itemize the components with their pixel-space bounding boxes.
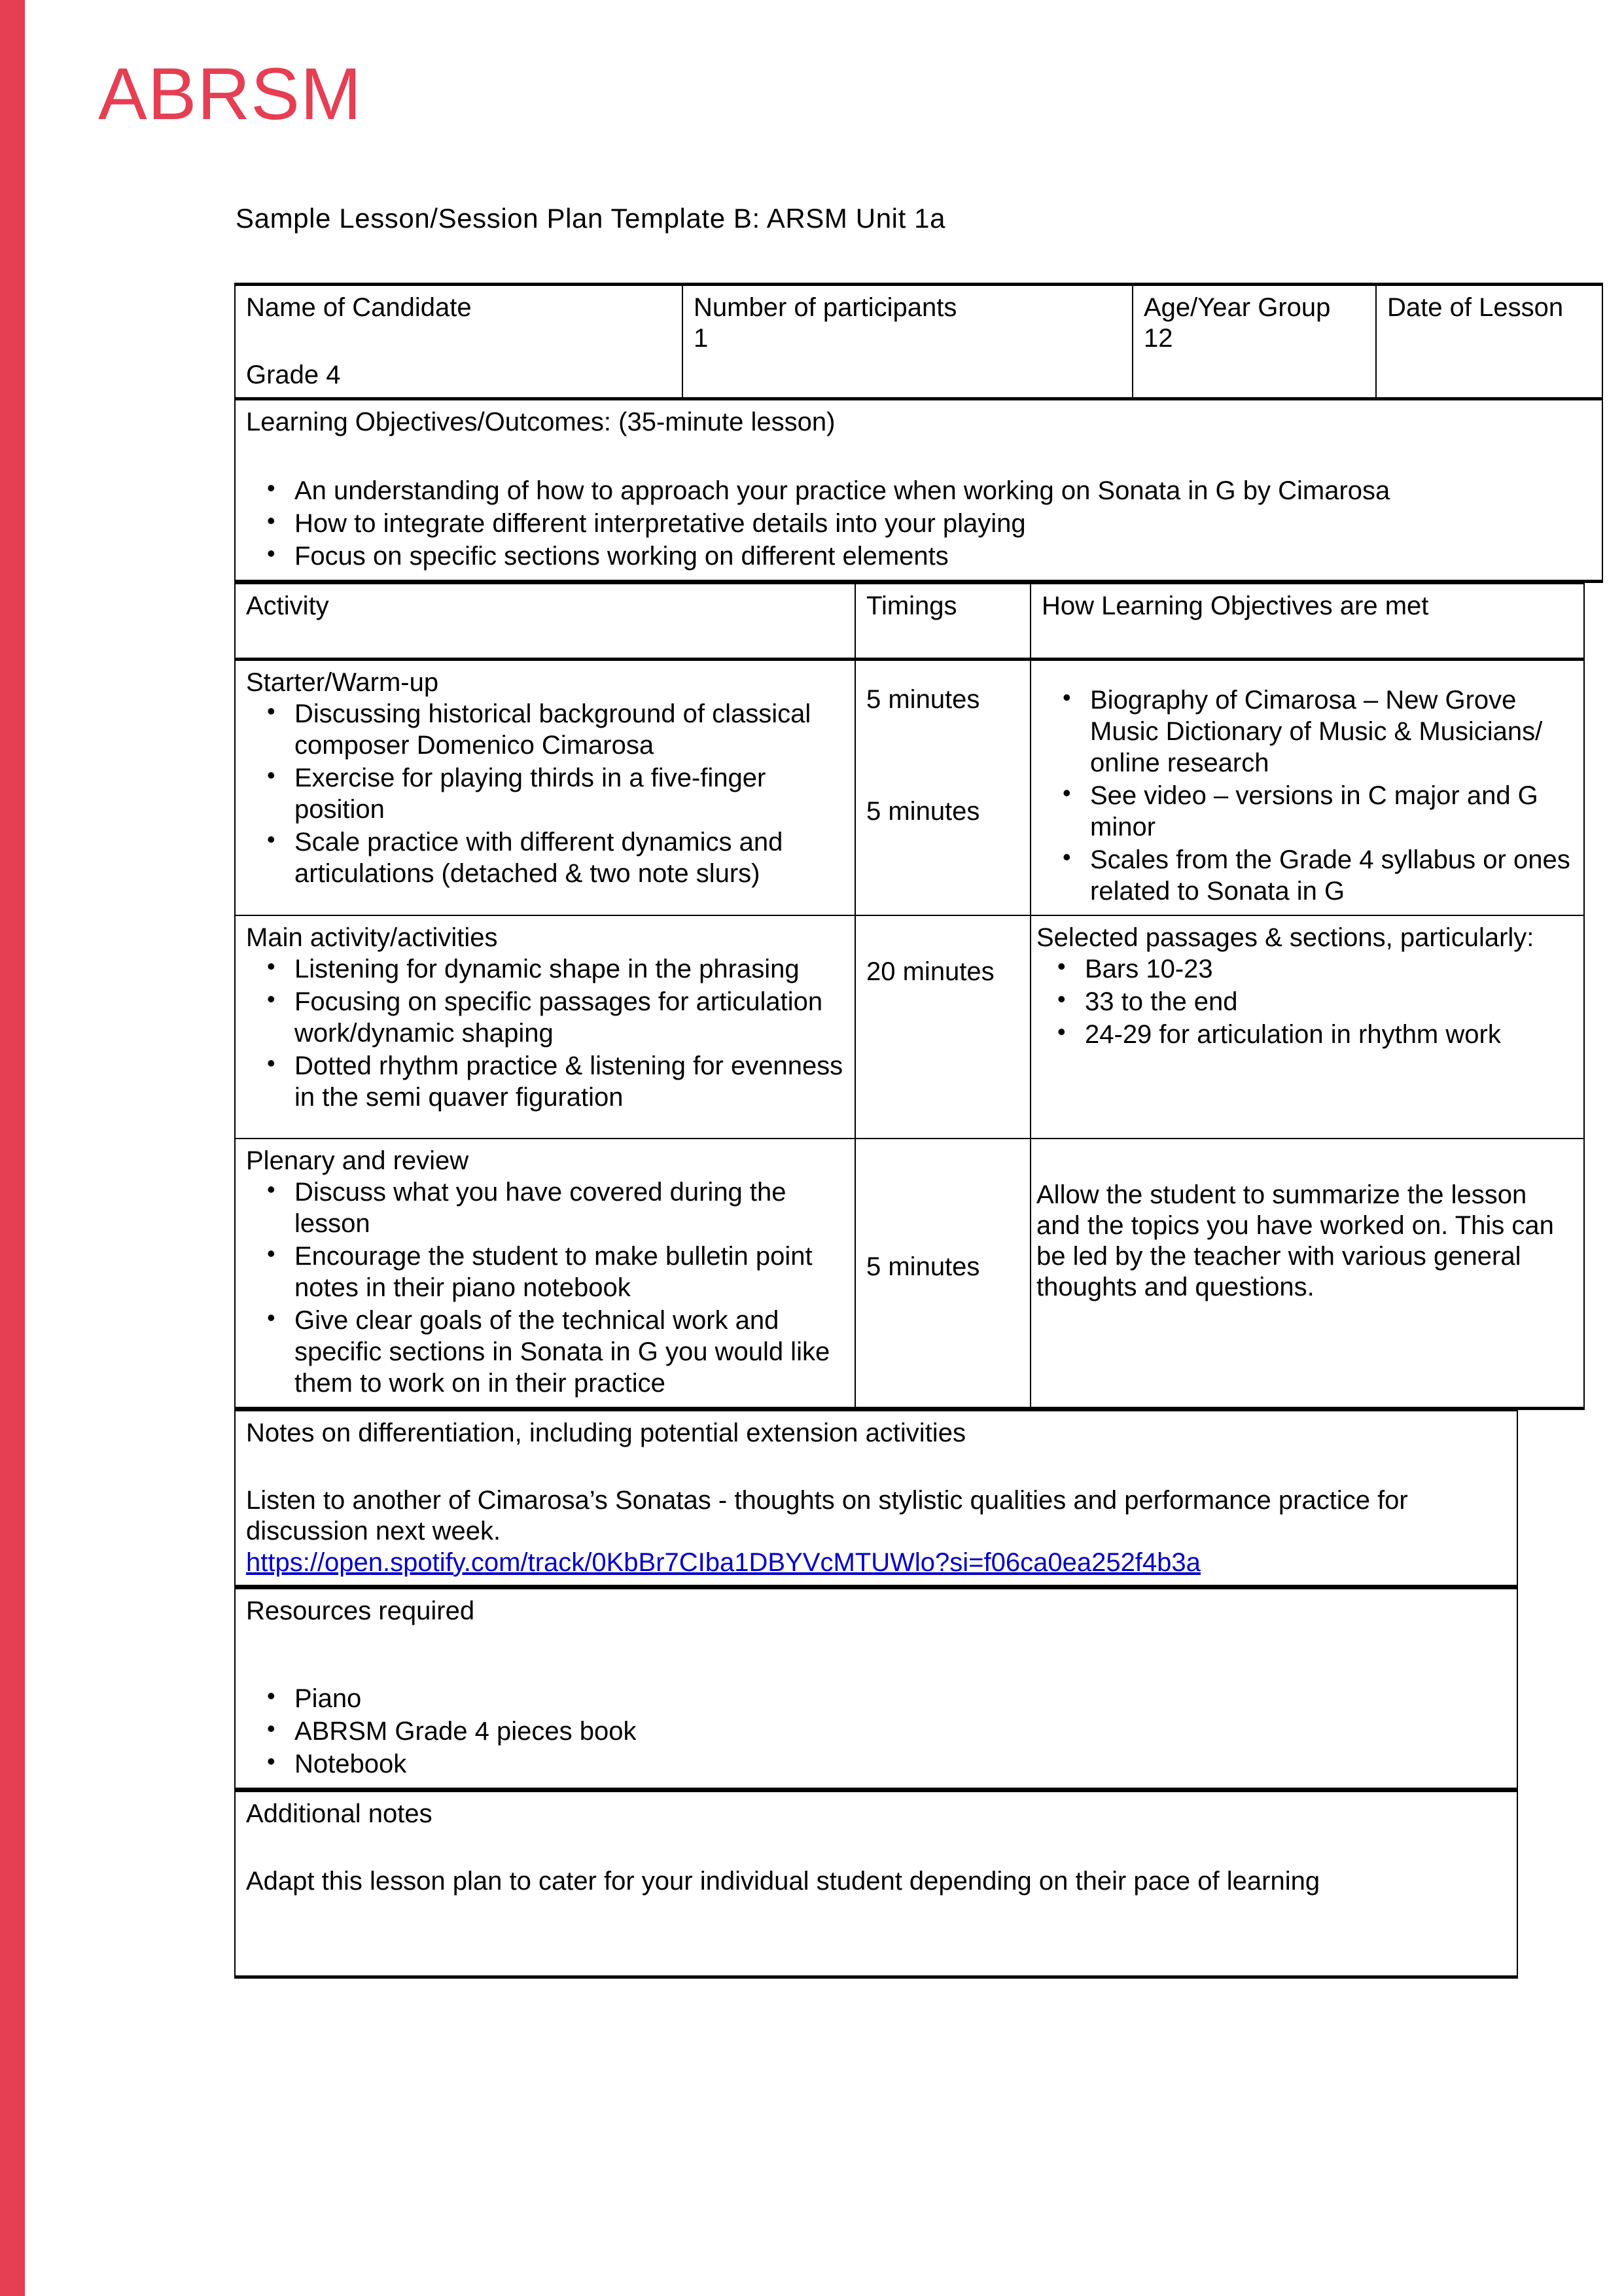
list-item: • Focusing on specific passages for articulation work/dynamic shaping (294, 986, 845, 1049)
table-row (235, 1411, 1517, 1586)
date-label: Date of Lesson (1387, 293, 1564, 322)
cell-additional-notes (235, 1792, 1517, 1977)
resources-heading: Resources required (246, 1596, 475, 1625)
activity-table (234, 583, 1585, 1410)
additional-notes-heading: Additional notes (246, 1799, 432, 1828)
table-row (235, 1589, 1517, 1790)
list-item: • Discussing historical background of classical composer Domenico Cimarosa (294, 698, 845, 761)
starter-objectives-list (1042, 684, 1574, 907)
spacer (866, 923, 1021, 957)
list-item: • Discuss what you have covered during the lesson (294, 1176, 845, 1239)
list-item: • Notebook (294, 1748, 1508, 1780)
cell-main-objectives (1031, 915, 1584, 1139)
candidate-info-table (234, 283, 1603, 583)
list-item: • Encourage the student to make bulletin point notes in their piano notebook (294, 1241, 845, 1303)
cell-participants (682, 285, 1133, 399)
spacer (866, 667, 1021, 684)
list-item: • How to integrate different interpretative details into your playing (294, 508, 1593, 539)
header-activity: Activity (235, 584, 855, 660)
table-row (235, 915, 1584, 1139)
plenary-activity-list (246, 1176, 845, 1399)
lesson-plan-sheet (234, 283, 1570, 1979)
starter-heading: Starter/Warm-up (246, 667, 439, 697)
cell-main-timings (855, 915, 1031, 1139)
abrsm-logo: ABRSM (98, 53, 362, 135)
list-item: • See video – versions in C major and G minor (1090, 780, 1574, 843)
spacer (1036, 1146, 1574, 1180)
list-item: • Exercise for playing thirds in a five-finger position (294, 762, 845, 825)
plenary-heading: Plenary and review (246, 1146, 469, 1175)
table-row (235, 659, 1584, 915)
header-objectives: How Learning Objectives are met (1031, 584, 1584, 660)
table-row (235, 1792, 1517, 1977)
table-row (235, 399, 1602, 581)
main-timing: 20 minutes (866, 957, 995, 986)
candidate-label: Name of Candidate (246, 293, 472, 322)
additional-notes-table (234, 1791, 1518, 1979)
spacer (866, 715, 1021, 796)
page-title: Sample Lesson/Session Plan Template B: ARSM Unit 1a (236, 203, 946, 234)
plenary-objectives-text: Allow the student to summarize the lesson and the topics you have worked on. This can be led by the teacher with various general thoughts and questions. (1036, 1180, 1554, 1302)
participants-value: 1 (694, 324, 709, 353)
spacer (246, 1114, 845, 1131)
main-activity-list (246, 953, 845, 1113)
cell-plenary-timings (855, 1139, 1031, 1409)
cell-candidate (235, 285, 682, 399)
learning-objectives-list (246, 475, 1593, 572)
learning-objectives-heading: Learning Objectives/Outcomes: (35-minute lesson) (246, 408, 836, 437)
cell-starter-objectives (1031, 659, 1584, 915)
cell-date (1376, 285, 1602, 399)
starter-activity-list (246, 698, 845, 889)
cell-starter-activity (235, 659, 855, 915)
cell-plenary-objectives (1031, 1139, 1584, 1409)
cell-starter-timings (855, 659, 1031, 915)
resources-table (234, 1588, 1518, 1791)
cell-main-activity (235, 915, 855, 1139)
list-item: • Scale practice with different dynamics and articulations (detached & two note slurs) (294, 826, 845, 889)
plenary-timing: 5 minutes (866, 1252, 980, 1281)
cell-age-group (1133, 285, 1376, 399)
header-timings: Timings (855, 584, 1031, 660)
list-item: • Piano (294, 1683, 1508, 1714)
list-item: • Listening for dynamic shape in the phrasing (294, 953, 845, 985)
list-item: • Bars 10-23 (1085, 953, 1574, 985)
spacer (246, 438, 1593, 475)
starter-timing-2: 5 minutes (866, 796, 980, 826)
spotify-track-link[interactable]: https://open.spotify.com/track/0KbBr7CIba1DBYVcMTUWlo?si=f06ca0ea252f4b3a (246, 1547, 1201, 1577)
spacer (246, 1449, 1508, 1485)
list-item: • ABRSM Grade 4 pieces book (294, 1716, 1508, 1747)
table-header-row (235, 584, 1584, 660)
participants-label: Number of participants (694, 293, 957, 322)
list-item: • 33 to the end (1085, 986, 1574, 1017)
candidate-value: Grade 4 (246, 361, 341, 390)
list-item: • Give clear goals of the technical work and specific sections in Sonata in G you would like them to work on in their practice (294, 1305, 845, 1399)
cell-learning-objectives (235, 399, 1602, 581)
spacer (246, 1627, 1508, 1683)
spacer (1042, 667, 1574, 684)
table-row (235, 1139, 1584, 1409)
additional-notes-body: Adapt this lesson plan to cater for your individual student depending on their pace of learning (246, 1867, 1320, 1896)
cell-differentiation (235, 1411, 1517, 1586)
cell-plenary-activity (235, 1139, 855, 1409)
spacer (866, 1146, 1021, 1252)
spacer (246, 323, 673, 360)
main-objectives-list (1036, 953, 1574, 1050)
list-item: • An understanding of how to approach your practice when working on Sonata in G by Cimarosa (294, 475, 1593, 506)
list-item: • 24-29 for articulation in rhythm work (1085, 1019, 1574, 1050)
spacer (246, 1829, 1508, 1866)
differentiation-table (234, 1410, 1518, 1588)
list-item: • Biography of Cimarosa – New Grove Music Dictionary of Music & Musicians/ online research (1090, 684, 1574, 779)
cell-resources (235, 1589, 1517, 1790)
age-group-value: 12 (1144, 324, 1173, 353)
resources-list (246, 1683, 1508, 1780)
brand-accent-bar (0, 0, 25, 2296)
differentiation-body: Listen to another of Cimarosa’s Sonatas - thoughts on stylistic qualities and performance practice for discussion next week. (246, 1486, 1408, 1546)
main-objectives-intro: Selected passages & sections, particularly: (1036, 923, 1534, 952)
starter-timing-1: 5 minutes (866, 684, 980, 714)
age-group-label: Age/Year Group (1144, 293, 1331, 322)
main-heading: Main activity/activities (246, 923, 498, 952)
list-item: • Dotted rhythm practice & listening for evenness in the semi quaver figuration (294, 1050, 845, 1113)
differentiation-heading: Notes on differentiation, including potential extension activities (246, 1418, 966, 1447)
table-row (235, 285, 1602, 399)
list-item: • Focus on specific sections working on different elements (294, 540, 1593, 572)
list-item: • Scales from the Grade 4 syllabus or ones related to Sonata in G (1090, 844, 1574, 907)
